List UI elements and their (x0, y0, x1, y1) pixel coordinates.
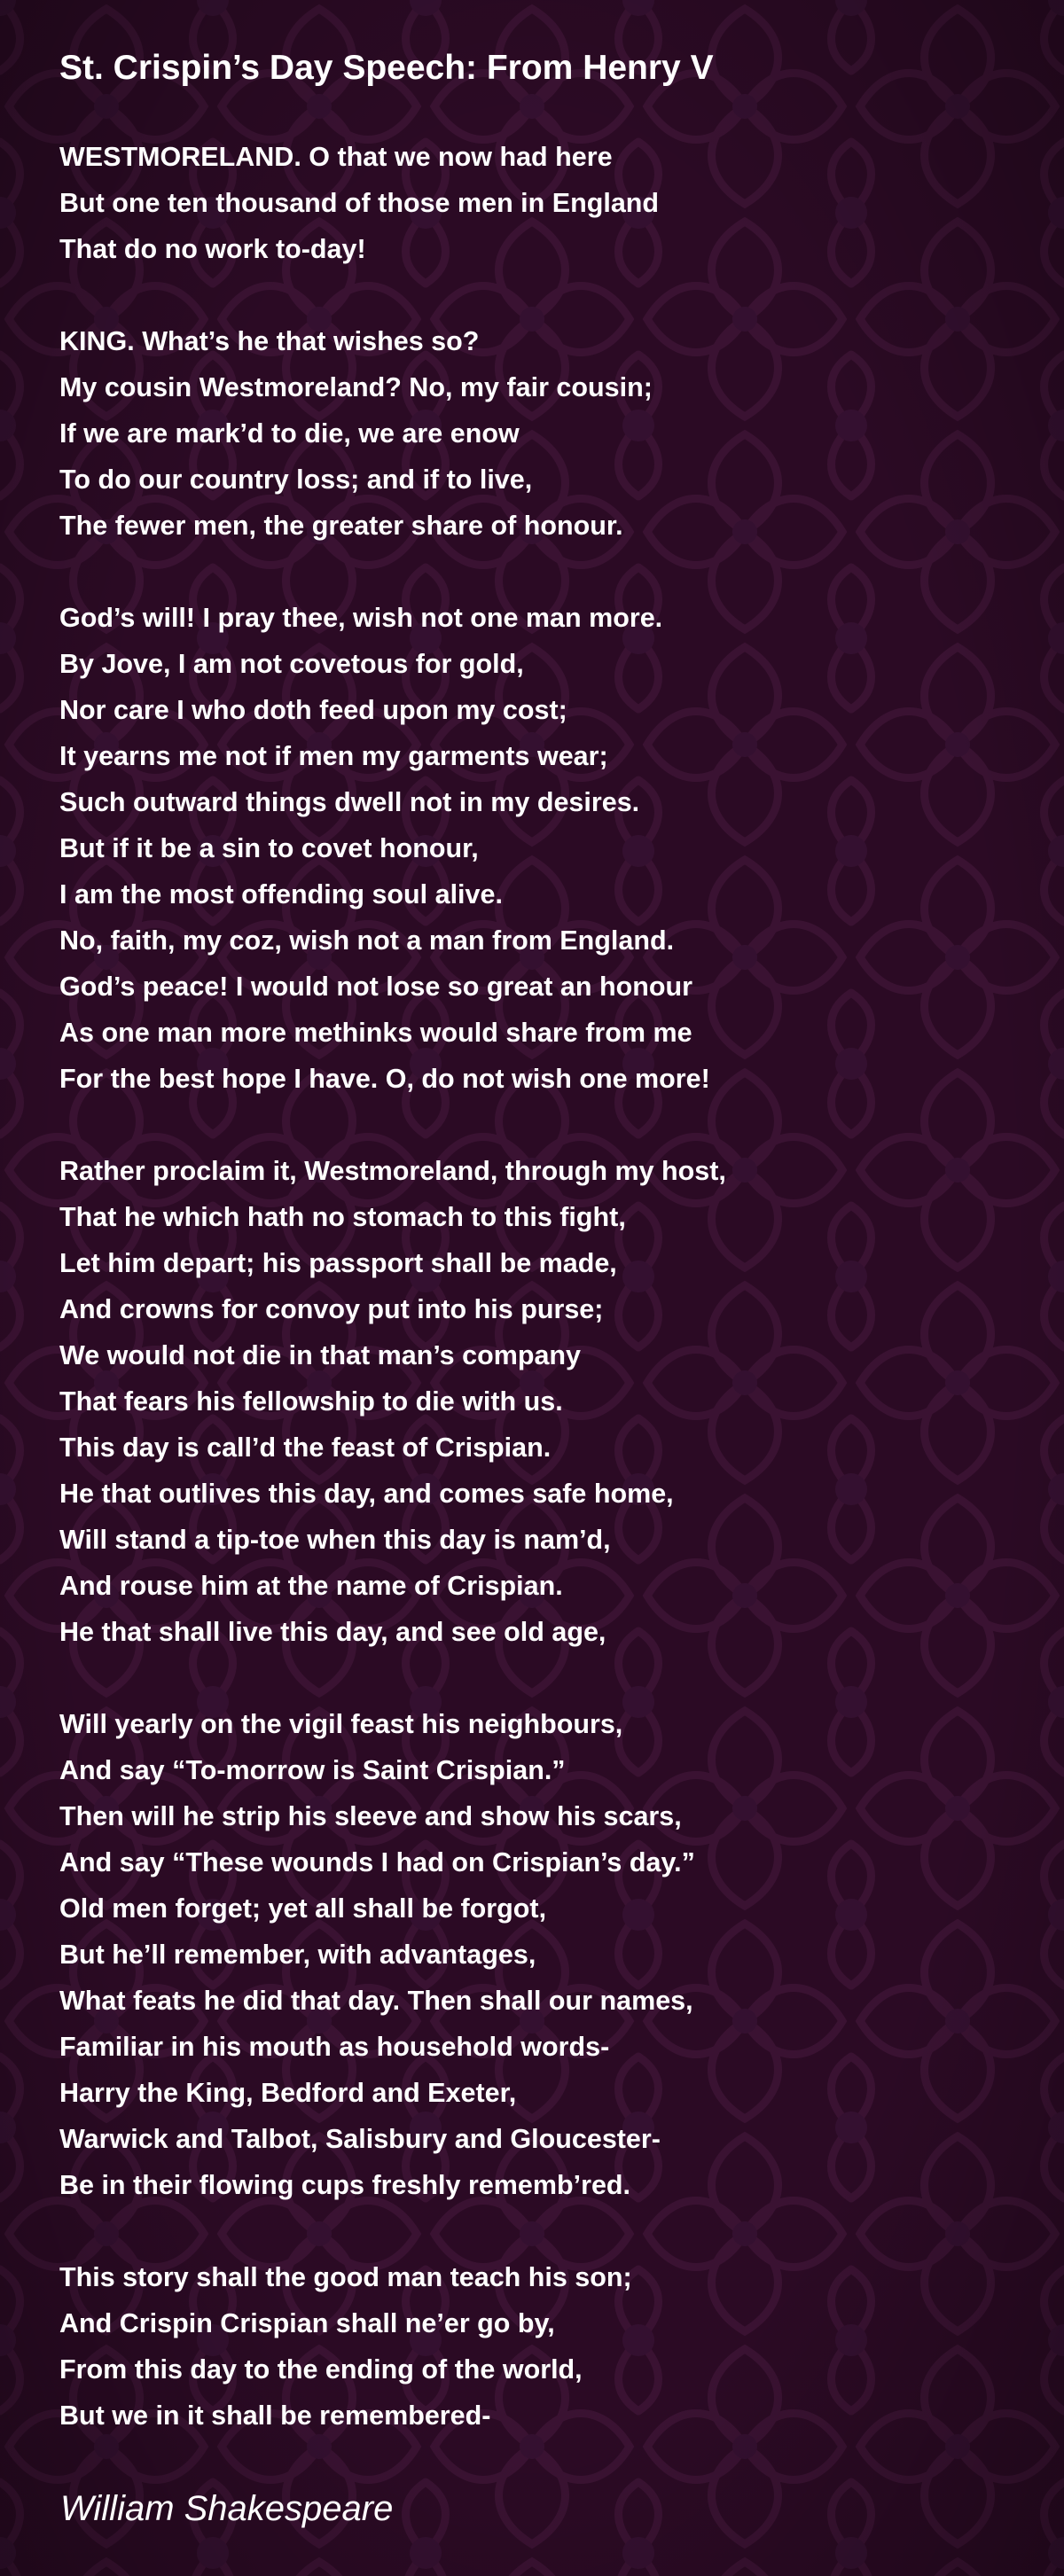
poem-line: But if it be a sin to covet honour, (59, 833, 479, 863)
stanza-5 (59, 1701, 1017, 2208)
poem-line: We would not die in that man’s company (59, 1340, 582, 1370)
poem-line: Familiar in his mouth as household words- (59, 2032, 610, 2062)
poem-line: But one ten thousand of those men in England (59, 188, 660, 218)
poem-line: I am the most offending soul alive. (59, 879, 503, 909)
poem-line: And say “To-morrow is Saint Crispian.” (59, 1755, 566, 1785)
poem-line: What feats he did that day. Then shall our names, (59, 1986, 693, 2016)
poem-line: Nor care I who doth feed upon my cost; (59, 695, 567, 725)
poem-line: But we in it shall be remembered- (59, 2400, 491, 2431)
poem-line: My cousin Westmoreland? No, my fair cousin; (59, 372, 653, 402)
poem-line: From this day to the ending of the world, (59, 2354, 583, 2385)
poem-line: No, faith, my coz, wish not a man from England. (59, 925, 675, 956)
poem-line: If we are mark’d to die, we are enow (59, 418, 520, 449)
poem-line: For the best hope I have. O, do not wish one more! (59, 1064, 710, 1094)
poem-line: That he which hath no stomach to this fight, (59, 1202, 626, 1232)
poem-line: He that shall live this day, and see old age, (59, 1617, 606, 1647)
poem-author: William Shakespeare (60, 2489, 394, 2528)
stanza-2 (59, 318, 1017, 549)
poem-line: And say “These wounds I had on Crispian’s day.” (59, 1847, 695, 1877)
poem-line: Will yearly on the vigil feast his neighbours, (59, 1709, 623, 1739)
poem-line: And crowns for convoy put into his purse; (59, 1294, 604, 1324)
poem-line: Old men forget; yet all shall be forgot, (59, 1893, 547, 1924)
stanza-3 (59, 595, 1017, 1102)
poem-line: WESTMORELAND. O that we now had here (59, 142, 613, 172)
poem-line: Will stand a tip-toe when this day is nam’d, (59, 1525, 611, 1555)
stanza-1 (59, 134, 1017, 272)
poem-line: But he’ll remember, with advantages, (59, 1940, 536, 1970)
poem-line: Let him depart; his passport shall be made, (59, 1248, 617, 1278)
poem-line: And rouse him at the name of Crispian. (59, 1571, 563, 1601)
poem-line: Such outward things dwell not in my desires. (59, 787, 640, 817)
poem-line: God’s will! I pray thee, wish not one man more. (59, 603, 663, 633)
poem-line: Be in their flowing cups freshly rememb’red. (59, 2170, 631, 2200)
poem-line: To do our country loss; and if to live, (59, 464, 533, 495)
poem-line: KING. What’s he that wishes so? (59, 326, 480, 356)
poem-line: It yearns me not if men my garments wear; (59, 741, 608, 771)
poem-body (59, 134, 1017, 2439)
poem-line: This day is call’d the feast of Crispian. (59, 1432, 552, 1463)
poem-line: By Jove, I am not covetous for gold, (59, 649, 524, 679)
poem-line: Warwick and Talbot, Salisbury and Gloucester- (59, 2124, 661, 2154)
stanza-6 (59, 2254, 1017, 2439)
poem-line: Harry the King, Bedford and Exeter, (59, 2078, 517, 2108)
poem-line: As one man more methinks would share from me (59, 1018, 692, 1048)
poem-line: The fewer men, the greater share of honour. (59, 511, 623, 541)
poem-line: God’s peace! I would not lose so great an honour (59, 972, 692, 1002)
poem-title: St. Crispin’s Day Speech: From Henry V (59, 49, 714, 87)
stanza-4 (59, 1148, 1017, 1655)
poem-line: He that outlives this day, and comes safe home, (59, 1479, 674, 1509)
poem-line: Rather proclaim it, Westmoreland, through my host, (59, 1156, 726, 1186)
poem-line: That do no work to-day! (59, 234, 366, 264)
poem-line: And Crispin Crispian shall ne’er go by, (59, 2308, 555, 2338)
poem-line: Then will he strip his sleeve and show his scars, (59, 1801, 682, 1831)
poem-line: That fears his fellowship to die with us. (59, 1386, 563, 1417)
poem-line: This story shall the good man teach his son; (59, 2262, 632, 2292)
